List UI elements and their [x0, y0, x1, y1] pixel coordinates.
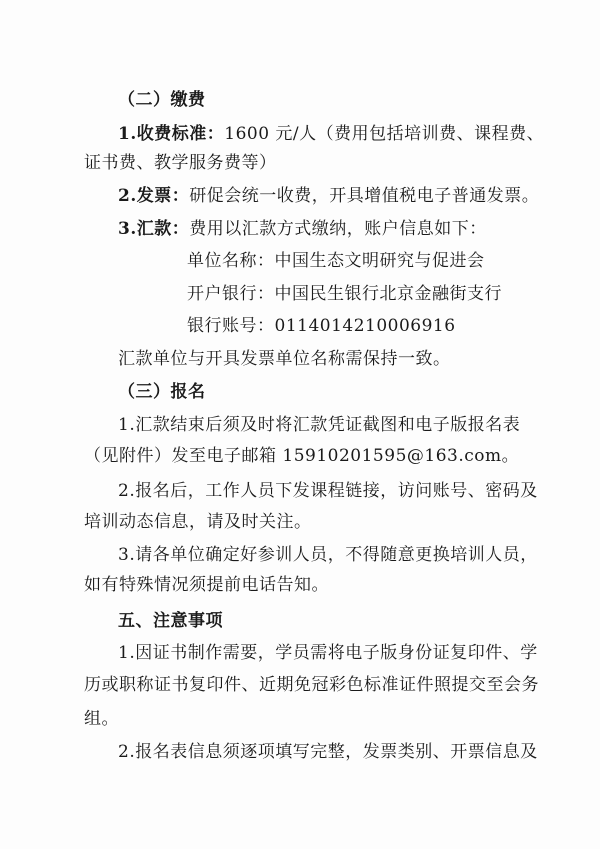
signup-item-1: 1.汇款结束后须及时将汇款凭证截图和电子版报名表: [118, 415, 521, 435]
remittance-line: [118, 219, 487, 239]
fee-standard-label: 1.收费标准：: [118, 124, 225, 144]
fee-standard-line: [118, 124, 544, 144]
invoice-line: [118, 186, 539, 206]
remittance-label: 3.汇款：: [118, 219, 190, 239]
signup-item-3: 3.请各单位确定好参训人员，不得随意更换培训人员，: [118, 545, 538, 565]
signup-item-3-continuation: 如有特殊情况须提前电话告知。: [84, 575, 329, 595]
fee-standard-text: 1600 元/人（费用包括培训费、课程费、: [224, 124, 545, 144]
fee-standard-continuation: 证书费、教学服务费等）: [84, 153, 277, 173]
note-item-2: 2.报名表信息须逐项填写完整，发票类别、开票信息及: [118, 742, 538, 762]
note-item-1-continuation-1: 历或职称证书复印件、近期免冠彩色标准证件照提交至会务: [84, 675, 539, 695]
invoice-text: 研促会统一收费，开具增值税电子普通发票。: [189, 186, 540, 206]
section-heading-notes: 五、注意事项: [118, 611, 223, 631]
remittance-text: 费用以汇款方式缴纳，账户信息如下：: [189, 219, 487, 239]
invoice-label: 2.发票：: [118, 186, 190, 206]
account-bank: 开户银行：中国民生银行北京金融街支行: [187, 284, 502, 304]
section-heading-signup: （三）报名: [118, 382, 206, 402]
signup-item-2-continuation: 培训动态信息，请及时关注。: [84, 512, 312, 532]
section-heading-fee: （二）缴费: [118, 90, 206, 110]
remittance-note: 汇款单位与开具发票单位名称需保持一致。: [118, 349, 451, 369]
account-number: 银行账号：0114014210006916: [187, 316, 456, 336]
signup-item-1-continuation: （见附件）发至电子邮箱 15910201595@163.com。: [84, 446, 520, 466]
account-name: 单位名称：中国生态文明研究与促进会: [187, 251, 485, 271]
note-item-1-continuation-2: 组。: [84, 709, 119, 729]
note-item-1: 1.因证书制作需要，学员需将电子版身份证复印件、学: [118, 643, 538, 663]
signup-item-2: 2.报名后，工作人员下发课程链接，访问账号、密码及: [118, 481, 538, 501]
